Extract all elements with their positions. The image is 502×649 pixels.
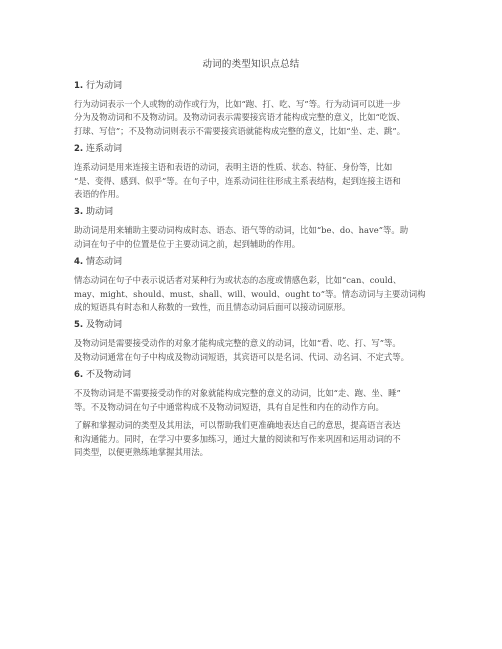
section-heading-text: 助动词 [86,207,114,218]
paragraph-line: 等。不及物动词在句子中通常构成不及物动词短语，具有自足性和内在的动作方向。 [74,401,384,412]
section-number: 1. [74,81,84,91]
section-heading [74,369,434,381]
section-heading [74,319,434,331]
paragraph-line: 行为动词表示一个人或物的动作或行为，比如“跑、打、吃、写”等。行为动词可以进一步 [74,99,401,109]
paragraph-line: 及物动词是需要接受动作的对象才能构成完整的意义的动词，比如“看、吃、打、写”等。 [74,338,401,349]
paragraph-line: 情态动词在句子中表示说话者对某种行为或状态的态度或情感色彩，比如“can、could、 [74,275,402,286]
paragraph-line: may、might、should、must、shall、will、would、ought to”等。情态动词与主要动词构 [74,288,426,299]
paragraph-line: 成的短语具有时态和人称数的一致性，而且情态动词后面可以接动词原形。 [74,302,351,313]
section-paragraph [74,161,434,201]
section-heading-text: 连系动词 [86,144,123,155]
paragraph-line: “是、变得、感到、似乎”等。在句子中，连系动词往往形成主系表结构，起到连接主语和 [74,175,401,186]
section-heading [74,206,434,218]
paragraph-line: 助动词是用来辅助主要动词构成时态、语态、语气等的动词，比如“be、do、have”等。助 [74,225,409,236]
paragraph-line: 及物动词通常在句子中构成及物动词短语，其宾语可以是名词、代词、动名词、不定式等。 [74,351,409,362]
paragraph-line: 连系动词是用来连接主语和表语的动词，表明主语的性质、状态、特征、身份等，比如 [74,162,393,173]
section-paragraph [74,224,434,251]
section-5 [74,319,434,364]
document-body [74,80,434,464]
section-4 [74,256,434,314]
section-number: 2. [74,144,84,155]
section-2 [74,143,434,201]
paragraph-line: 分为及物动词和不及物动词。及物动词表示需要接宾语才能构成完整的意义，比如“吃饭、 [74,112,405,123]
section-1 [74,80,434,138]
section-number: 6. [74,370,84,381]
section-heading [74,80,434,92]
paragraph-line: 了解和掌握动词的类型及其用法，可以帮助我们更准确地表达自己的意思，提高语言表达 [74,420,401,431]
section-paragraph [74,274,434,314]
section-6 [74,369,434,414]
paragraph-line: 表语的作用。 [74,189,125,200]
section-heading [74,256,434,268]
section-heading-text: 不及物动词 [86,370,132,381]
section-number: 3. [74,207,84,218]
conclusion-paragraph [74,419,434,459]
section-heading-text: 及物动词 [86,320,123,331]
section-heading-text: 情态动词 [86,257,123,268]
section-3 [74,206,434,251]
section-heading-text: 行为动词 [86,81,123,91]
paragraph-line: 同类型，以便更熟练地掌握其用法。 [74,446,208,457]
section-number: 4. [74,257,84,268]
section-paragraph [74,337,434,364]
paragraph-line: 不及物动词是不需要接受动作的对象就能构成完整的意义的动词，比如“走、跑、坐、睡” [74,388,401,399]
paragraph-line: 打球、写信”；不及物动词则表示不需要接宾语就能构成完整的意义，比如“坐、走、跳”。 [74,125,406,136]
section-paragraph [74,98,434,138]
paragraph-line: 和沟通能力。同时，在学习中要多加练习，通过大量的阅读和写作来巩固和运用动词的不 [74,433,401,444]
section-paragraph [74,387,434,414]
page-title: 动词的类型知识点总结 [202,59,300,70]
paragraph-line: 动词在句子中的位置是位于主要动词之前，起到辅助的作用。 [74,238,301,249]
section-number: 5. [74,320,84,331]
section-heading [74,143,434,155]
